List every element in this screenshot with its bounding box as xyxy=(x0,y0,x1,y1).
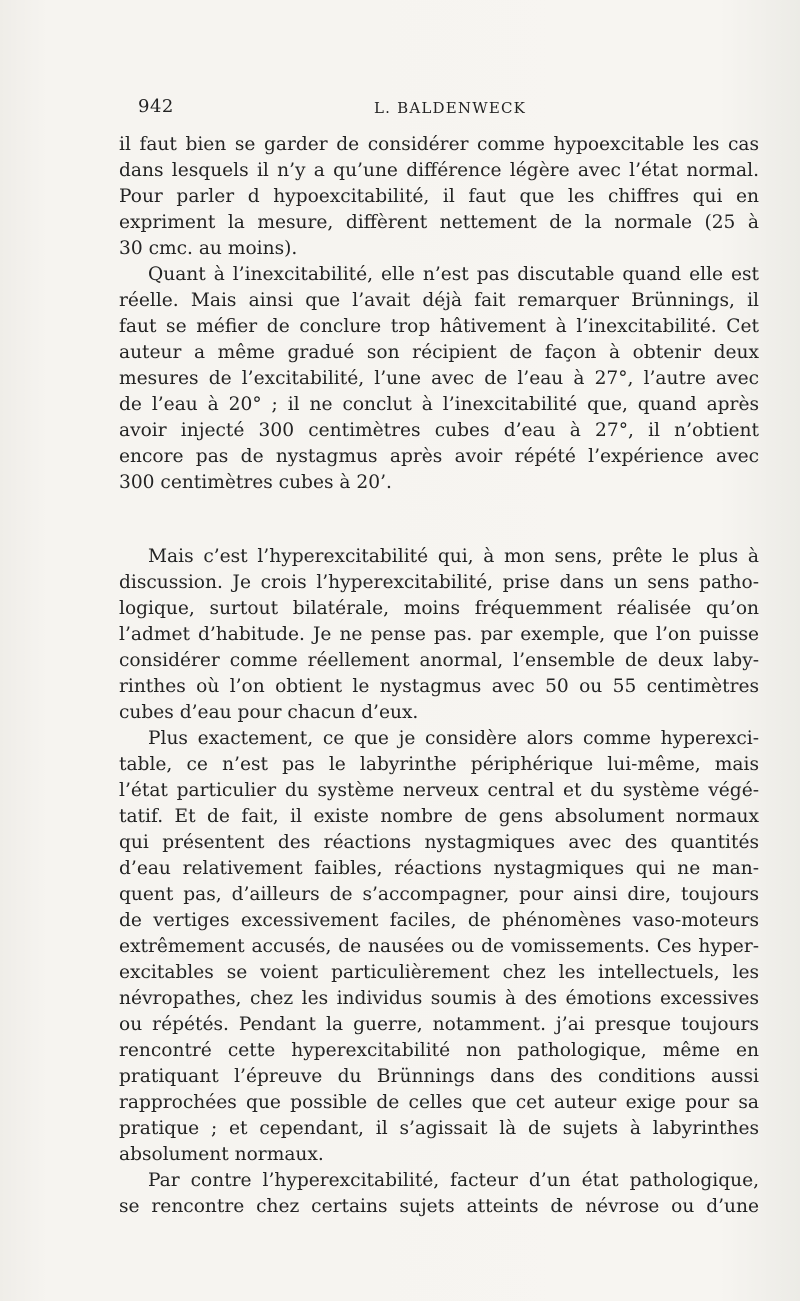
text-line: d’eau relativement faibles, réactions nystagmiques qui ne man- xyxy=(119,858,759,879)
text-line: rapprochées que possible de celles que cet auteur exige pour sa xyxy=(119,1092,759,1113)
text-line: 30 cmc. au moins). xyxy=(119,238,298,259)
text-line: névropathes, chez les individus soumis à des émotions excessives xyxy=(119,988,759,1009)
text-line: réelle. Mais ainsi que l’avait déjà fait remarquer Brünnings, il xyxy=(119,290,759,311)
running-header-author: L. BALDENWECK xyxy=(374,99,527,117)
text-line: Pour parler d hypoexcitabilité, il faut que les chiffres qui en xyxy=(119,186,759,207)
text-line: il faut bien se garder de considérer comme hypoexcitable les cas xyxy=(119,134,759,155)
text-line: ou répétés. Pendant la guerre, notamment. j’ai presque toujours xyxy=(119,1014,759,1035)
text-line: auteur a même gradué son récipient de façon à obtenir deux xyxy=(119,342,759,363)
text-line: rencontré cette hyperexcitabilité non pathologique, même en xyxy=(119,1040,759,1061)
text-line: l’admet d’habitude. Je ne pense pas. par exemple, que l’on puisse xyxy=(119,624,759,645)
text-line: quent pas, d’ailleurs de s’accompagner, pour ainsi dire, toujours xyxy=(119,884,759,905)
text-line: avoir injecté 300 centimètres cubes d’eau à 27°, il n’obtient xyxy=(119,420,759,441)
text-line: cubes d’eau pour chacun d’eux. xyxy=(119,702,419,723)
text-line: pratique ; et cependant, il s’agissait là de sujets à labyrinthes xyxy=(119,1118,759,1139)
text-line: absolument normaux. xyxy=(119,1144,324,1165)
text-line: extrêmement accusés, de nausées ou de vomissements. Ces hyper- xyxy=(119,936,759,957)
text-line: pratiquant l’épreuve du Brünnings dans des conditions aussi xyxy=(119,1066,759,1087)
text-line: qui présentent des réactions nystagmiques avec des quantités xyxy=(119,832,759,853)
page-number: 942 xyxy=(138,96,174,117)
text-line: excitables se voient particulièrement chez les intellectuels, les xyxy=(119,962,759,983)
text-line: dans lesquels il n’y a qu’une différence légère avec l’état normal. xyxy=(119,160,759,181)
text-line: se rencontre chez certains sujets atteints de névrose ou d’une xyxy=(119,1196,759,1217)
text-line: logique, surtout bilatérale, moins fréquemment réalisée qu’on xyxy=(119,598,759,619)
text-line: Quant à l’inexcitabilité, elle n’est pas discutable quand elle est xyxy=(148,264,759,285)
text-line: Par contre l’hyperexcitabilité, facteur d’un état pathologique, xyxy=(148,1170,759,1191)
text-line: rinthes où l’on obtient le nystagmus avec 50 ou 55 centimètres xyxy=(119,676,759,697)
text-line: encore pas de nystagmus après avoir répété l’expérience avec xyxy=(119,446,759,467)
text-line: Plus exactement, ce que je considère alors comme hyperexci- xyxy=(148,728,759,749)
text-line: expriment la mesure, diffèrent nettement de la normale (25 à xyxy=(119,212,759,233)
text-line: l’état particulier du système nerveux central et du système végé- xyxy=(119,780,759,801)
text-line: de l’eau à 20° ; il ne conclut à l’inexcitabilité que, quand après xyxy=(119,394,759,415)
text-line: Mais c’est l’hyperexcitabilité qui, à mon sens, prête le plus à xyxy=(148,546,759,567)
text-line: de vertiges excessivement faciles, de phénomènes vaso-moteurs xyxy=(119,910,759,931)
text-line: tatif. Et de fait, il existe nombre de gens absolument normaux xyxy=(119,806,759,827)
text-line: mesures de l’excitabilité, l’une avec de l’eau à 27°, l’autre avec xyxy=(119,368,759,389)
text-line: considérer comme réellement anormal, l’ensemble de deux laby- xyxy=(119,650,759,671)
text-line: faut se méfier de conclure trop hâtivement à l’inexcitabilité. Cet xyxy=(119,316,759,337)
text-line: discussion. Je crois l’hyperexcitabilité, prise dans un sens patho- xyxy=(119,572,759,593)
text-line: table, ce n’est pas le labyrinthe périphérique lui-même, mais xyxy=(119,754,759,775)
running-header xyxy=(138,96,758,120)
text-line: 300 centimètres cubes à 20’. xyxy=(119,472,392,493)
